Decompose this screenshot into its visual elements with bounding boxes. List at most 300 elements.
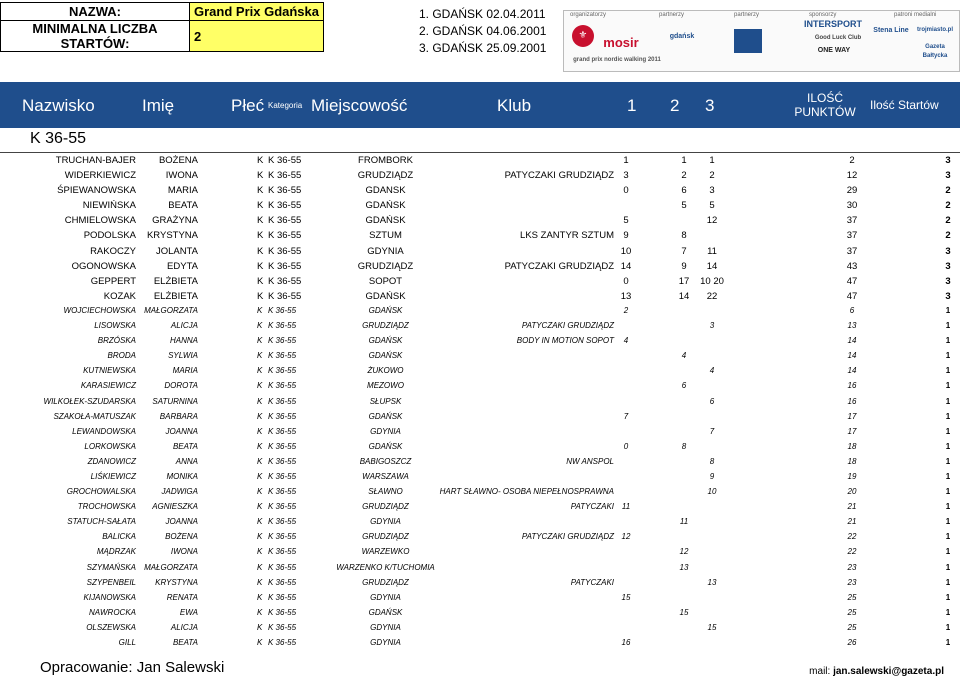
table-row: [0, 305, 960, 320]
sex-cell: K: [257, 245, 264, 257]
points-cell: 23: [847, 577, 857, 587]
surname-cell: SZYMAŃSKA: [86, 562, 136, 572]
first-name-cell: JADWIGA: [161, 487, 198, 497]
round-1-place-cell: 0: [623, 185, 629, 197]
sex-cell: K: [257, 381, 263, 391]
sex-cell: K: [257, 638, 263, 647]
table-row: [0, 577, 960, 592]
col-sex: Płeć: [231, 96, 265, 115]
category-cell: K 36-55: [268, 215, 302, 227]
table-row: [0, 275, 960, 290]
category-cell: K 36-55: [268, 396, 297, 406]
starts-cell: 3: [945, 155, 951, 166]
category-cell: K 36-55: [268, 562, 297, 572]
starts-cell: 1: [945, 305, 951, 315]
starts-cell: 1: [945, 336, 951, 346]
category-cell: K 36-55: [268, 200, 302, 212]
sex-cell: K: [257, 170, 264, 182]
document-header: [0, 0, 960, 70]
round-3-place-cell: 3: [709, 185, 715, 197]
col-round-3: 3: [705, 96, 715, 115]
starts-cell: 2: [945, 200, 951, 212]
starts-cell: 1: [945, 381, 951, 391]
points-cell: 43: [846, 260, 858, 272]
category-cell: K 36-55: [268, 366, 297, 376]
sex-cell: K: [257, 200, 264, 212]
column-header-band: [0, 82, 960, 128]
sex-cell: K: [257, 456, 263, 466]
starts-cell: 1: [945, 471, 951, 481]
round-3-place-cell: 14: [706, 260, 718, 272]
first-name-cell: IWONA: [165, 170, 198, 182]
round-2-place-cell: 11: [679, 517, 689, 527]
surname-cell: BRZÓSKA: [97, 336, 136, 346]
round-1-place-cell: 3: [623, 170, 629, 182]
surname-cell: TRUCHAN-BAJER: [55, 155, 136, 166]
first-name-cell: ALICJA: [170, 321, 198, 331]
first-name-cell: AGNIESZKA: [152, 502, 198, 512]
points-cell: 37: [846, 245, 858, 257]
sex-cell: K: [257, 155, 264, 166]
first-name-cell: IWONA: [170, 547, 198, 557]
category-cell: K 36-55: [268, 607, 297, 617]
starts-cell: 3: [945, 245, 951, 257]
starts-cell: 1: [945, 441, 951, 451]
points-cell: 22: [847, 547, 857, 557]
round-2-place-cell: 6: [681, 185, 687, 197]
sponsor-label-partners-1: partnerzy: [659, 12, 685, 18]
table-row: [0, 592, 960, 607]
first-name-cell: BOŻENA: [158, 155, 198, 166]
starts-cell: 1: [945, 547, 951, 557]
club-cell: PATYCZAKI GRUDZIĄDZ: [521, 321, 614, 331]
table-row: [0, 441, 960, 456]
starts-cell: 3: [945, 260, 951, 272]
round-2-place-cell: 17: [678, 275, 690, 287]
trojmiasto-logo: trojmiasto.pl: [916, 27, 953, 33]
town-cell: GDAŃSK: [365, 290, 406, 302]
points-cell: 12: [846, 170, 858, 182]
sex-cell: K: [257, 351, 263, 361]
event-dates: [419, 6, 546, 57]
category-cell: K 36-55: [268, 577, 297, 587]
town-cell: GDAŃSK: [368, 305, 403, 315]
email-label: mail:: [809, 666, 831, 677]
surname-cell: GEPPERT: [90, 275, 136, 287]
surname-cell: BALICKA: [102, 532, 136, 542]
club-cell: PATYCZAKI GRUDZIĄDZ: [504, 170, 614, 182]
gazeta-baltycka-logo: Gazeta Bałtycka: [922, 44, 948, 59]
table-row: [0, 411, 960, 426]
sex-cell: K: [257, 305, 263, 315]
round-2-place-cell: 4: [681, 351, 687, 361]
points-cell: 16: [847, 381, 857, 391]
nazwa-label: NAZWA:: [1, 3, 190, 21]
sponsor-banner: [563, 10, 960, 72]
category-cell: K 36-55: [268, 592, 297, 602]
first-name-cell: BARBARA: [159, 411, 198, 421]
town-cell: GDYNIA: [370, 592, 401, 602]
town-cell: WARZEWKO: [361, 547, 410, 557]
club-cell: PATYCZAKI GRUDZIĄDZ: [504, 260, 614, 272]
category-cell: K 36-55: [268, 170, 302, 182]
table-row: [0, 184, 960, 199]
sex-cell: K: [257, 321, 263, 331]
sex-cell: K: [257, 215, 264, 227]
round-2-place-cell: 5: [681, 200, 687, 212]
starts-cell: 1: [945, 562, 951, 572]
round-1-place-cell: 15: [621, 592, 631, 602]
table-row: [0, 350, 960, 365]
starts-cell: 1: [945, 532, 951, 542]
town-cell: GDAŃSK: [368, 336, 403, 346]
round-1-place-cell: 13: [620, 290, 632, 302]
round-3-place-cell: 11: [707, 245, 717, 257]
round-3-place-cell: 4: [709, 366, 715, 376]
club-cell: NW ANSPOL: [566, 456, 614, 466]
surname-cell: GROCHOWALSKA: [66, 487, 136, 497]
surname-cell: BRODA: [107, 351, 136, 361]
table-row: [0, 214, 960, 229]
starts-cell: 3: [945, 170, 951, 182]
surname-cell: KIJANOWSKA: [83, 592, 136, 602]
points-cell: 21: [847, 517, 857, 527]
first-name-cell: MAŁGORZATA: [144, 562, 198, 572]
round-2-place-cell: 8: [681, 441, 687, 451]
round-2-place-cell: 2: [681, 170, 687, 182]
meta-table: [0, 2, 324, 52]
col-name: Imię: [142, 96, 175, 115]
table-row: [0, 531, 960, 546]
round-3-place-cell: 1: [709, 155, 715, 166]
category-cell: K 36-55: [268, 638, 297, 647]
surname-cell: WIDERKIEWICZ: [64, 170, 136, 182]
first-name-cell: MAŁGORZATA: [144, 305, 198, 315]
town-cell: GRUDZIĄDZ: [357, 170, 414, 182]
town-cell: GRUDZIĄDZ: [362, 577, 409, 587]
table-row: [0, 562, 960, 577]
first-name-cell: SYLWIA: [168, 351, 198, 361]
table-row: [0, 486, 960, 501]
club-cell: PATYCZAKI: [570, 577, 614, 587]
table-row: [0, 622, 960, 637]
round-3-place-cell: 9: [709, 471, 715, 481]
starts-cell: 1: [945, 426, 951, 436]
first-name-cell: ANNA: [175, 456, 198, 466]
table-row: [0, 607, 960, 622]
first-name-cell: ALICJA: [170, 622, 198, 632]
first-name-cell: HANNA: [169, 336, 198, 346]
sex-cell: K: [257, 577, 263, 587]
sex-cell: K: [257, 562, 263, 572]
points-cell: 14: [847, 366, 857, 376]
grand-prix-logo: grand prix nordic walking 2011: [573, 57, 661, 63]
sponsor-label-partners-2: partnerzy: [734, 12, 760, 18]
round-2-place-cell: 1: [681, 155, 687, 166]
category-cell: K 36-55: [268, 290, 302, 302]
surname-cell: LORKOWSKA: [84, 441, 136, 451]
surname-cell: SZYPENBEIL: [86, 577, 136, 587]
first-name-cell: BEATA: [168, 200, 198, 212]
surname-cell: GILL: [118, 638, 136, 647]
first-name-cell: JOANNA: [165, 517, 198, 527]
points-cell: 22: [847, 532, 857, 542]
category-cell: K 36-55: [268, 487, 297, 497]
town-cell: GDYNIA: [367, 245, 404, 257]
first-name-cell: SATURNINA: [152, 396, 198, 406]
sponsor-label-organizers: organizatorzy: [570, 12, 607, 18]
starts-cell: 1: [945, 577, 951, 587]
sex-cell: K: [257, 230, 264, 242]
surname-cell: LEWANDOWSKA: [72, 426, 136, 436]
sex-cell: K: [257, 275, 264, 287]
round-2-place-cell: 12: [679, 547, 689, 557]
points-cell: 14: [847, 351, 857, 361]
town-cell: GDYNIA: [370, 622, 401, 632]
town-cell: GDAŃSK: [365, 215, 406, 227]
points-cell: 17: [847, 411, 857, 421]
club-cell: LKS ZANTYR SZTUM: [520, 230, 614, 242]
surname-cell: TROCHOWSKA: [77, 502, 136, 512]
table-row: [0, 546, 960, 561]
category-cell: K 36-55: [268, 381, 297, 391]
points-cell: 26: [847, 638, 857, 647]
round-1-place-cell: 1: [623, 155, 629, 166]
town-cell: GRUDZIĄDZ: [357, 260, 414, 272]
points-cell: 2: [849, 155, 855, 166]
sex-cell: K: [257, 487, 263, 497]
sex-cell: K: [257, 517, 263, 527]
club-cell: BODY IN MOTION SOPOT: [516, 336, 614, 346]
first-name-cell: JOLANTA: [155, 245, 198, 257]
club-cell: PATYCZAKI: [570, 502, 614, 512]
starts-cell: 1: [945, 321, 951, 331]
table-row: [0, 229, 960, 244]
town-cell: GDAŃSK: [368, 607, 403, 617]
category-cell: K 36-55: [268, 260, 302, 272]
points-cell: 37: [846, 215, 858, 227]
category-cell: K 36-55: [268, 622, 297, 632]
surname-cell: ZDANOWICZ: [87, 456, 136, 466]
stena-line-logo: Stena Line: [873, 27, 909, 34]
first-name-cell: DOROTA: [164, 381, 198, 391]
table-row: [0, 380, 960, 395]
sex-cell: K: [257, 411, 263, 421]
surname-cell: LIŚKIEWICZ: [90, 471, 136, 481]
points-cell: 19: [847, 471, 857, 481]
min-starts-value: 2: [190, 21, 324, 52]
town-cell: GDAŃSK: [365, 200, 406, 212]
prepared-by: [40, 659, 224, 676]
table-row: [0, 320, 960, 335]
starts-cell: 1: [945, 411, 951, 421]
round-1-place-cell: 11: [621, 502, 631, 512]
table-row: [0, 199, 960, 214]
points-cell: 6: [849, 305, 855, 315]
points-cell: 20: [847, 487, 857, 497]
sponsor-label-media: patroni medialni: [894, 12, 937, 18]
sex-cell: K: [257, 547, 263, 557]
first-name-cell: MARIA: [172, 366, 198, 376]
first-name-cell: RENATA: [166, 592, 198, 602]
category-cell: K 36-55: [268, 426, 297, 436]
first-name-cell: MONIKA: [166, 471, 198, 481]
starts-cell: 1: [945, 351, 951, 361]
sex-cell: K: [257, 592, 263, 602]
surname-cell: MĄDRZAK: [96, 547, 136, 557]
round-1-place-cell: 0: [623, 275, 629, 287]
event-date-2: 2. GDAŃSK 04.06.2001: [419, 24, 547, 38]
first-name-cell: KRYSTYNA: [155, 577, 198, 587]
round-3-place-cell: 3: [709, 321, 715, 331]
table-row: [0, 471, 960, 486]
points-cell: 25: [847, 622, 857, 632]
sex-cell: K: [257, 471, 263, 481]
category-cell: K 36-55: [268, 155, 302, 166]
points-cell: 14: [847, 336, 857, 346]
round-2-place-cell: 8: [681, 230, 687, 242]
category-cell: K 36-55: [268, 456, 297, 466]
results-table: [0, 154, 960, 652]
category-cell: K 36-55: [268, 471, 297, 481]
sex-cell: K: [257, 260, 264, 272]
category-cell: K 36-55: [268, 532, 297, 542]
starts-cell: 1: [945, 622, 951, 632]
points-cell: 30: [846, 200, 858, 212]
starts-cell: 2: [945, 230, 951, 242]
col-surname: Nazwisko: [22, 96, 95, 115]
points-cell: 17: [847, 426, 857, 436]
town-cell: SŁUPSK: [369, 396, 402, 406]
first-name-cell: ELŻBIETA: [153, 275, 198, 287]
table-row: [0, 335, 960, 350]
round-2-place-cell: 13: [679, 562, 689, 572]
category-cell: K 36-55: [268, 230, 302, 242]
one-way-logo: ONE WAY: [817, 47, 851, 54]
category-cell: K 36-55: [268, 321, 297, 331]
category-cell: K 36-55: [268, 305, 297, 315]
table-row: [0, 516, 960, 531]
event-date-1: 1. GDAŃSK 02.04.2011: [419, 7, 546, 21]
points-cell: 47: [846, 275, 858, 287]
col-town: Miejscowość: [311, 96, 408, 115]
partner-emblem-icon: [734, 29, 762, 53]
first-name-cell: EDYTA: [167, 260, 198, 272]
good-luck-club-logo: Good Luck Club: [814, 35, 862, 41]
surname-cell: NIEWIŃSKA: [82, 200, 136, 212]
category-cell: K 36-55: [268, 336, 297, 346]
town-cell: GRUDZIĄDZ: [362, 532, 409, 542]
town-cell: GDAŃSK: [368, 351, 403, 361]
town-cell: GRUDZIĄDZ: [362, 502, 409, 512]
table-row: [0, 154, 960, 169]
category-cell: K 36-55: [268, 411, 297, 421]
sex-cell: K: [257, 290, 264, 302]
first-name-cell: KRYSTYNA: [146, 230, 198, 242]
starts-cell: 1: [945, 592, 951, 602]
club-cell: PATYCZAKI GRUDZIĄDZ: [521, 532, 614, 542]
surname-cell: STATUCH-SAŁATA: [67, 517, 136, 527]
sex-cell: K: [257, 607, 263, 617]
surname-cell: SZAKOŁA-MATUSZAK: [53, 411, 136, 421]
first-name-cell: JOANNA: [165, 426, 198, 436]
starts-cell: 2: [945, 215, 951, 227]
round-3-place-cell: 5: [709, 200, 715, 212]
email-value[interactable]: jan.salewski@gazeta.pl: [833, 666, 944, 677]
surname-cell: RAKOCZY: [90, 245, 136, 257]
category-cell: K 36-55: [268, 275, 302, 287]
surname-cell: PODOLSKA: [83, 230, 136, 242]
contact-email: [809, 666, 944, 677]
col-round-2: 2: [670, 96, 680, 115]
col-category: Kategoria: [268, 101, 303, 110]
town-cell: WARZENKO K/TUCHOMIA: [336, 562, 435, 572]
intersport-logo: INTERSPORT: [803, 19, 862, 29]
col-points: ILOŚĆ PUNKTÓW: [794, 91, 856, 119]
round-3-place-cell: 2: [709, 170, 715, 182]
starts-cell: 1: [945, 456, 951, 466]
round-3-place-cell: 12: [706, 215, 718, 227]
starts-cell: 3: [945, 290, 951, 302]
club-cell: HART SŁAWNO- OSOBA NIEPEŁNOSPRAWNA: [439, 487, 614, 497]
round-3-place-cell: 22: [706, 290, 718, 302]
first-name-cell: BEATA: [172, 441, 198, 451]
round-2-place-cell: 9: [681, 260, 687, 272]
surname-cell: KUTNIEWSKA: [83, 366, 136, 376]
sex-cell: K: [257, 441, 263, 451]
surname-cell: NAWROCKA: [89, 607, 136, 617]
starts-cell: 1: [945, 366, 951, 376]
round-3-place-cell: 15: [707, 622, 717, 632]
town-cell: GDANSK: [365, 185, 406, 197]
first-name-cell: ELŻBIETA: [153, 290, 198, 302]
table-row: [0, 426, 960, 441]
gdansk-logo: gdańsk: [669, 33, 695, 40]
starts-cell: 1: [945, 487, 951, 497]
category-cell: K 36-55: [268, 547, 297, 557]
table-row: [0, 637, 960, 652]
starts-cell: 3: [945, 275, 951, 287]
town-cell: SŁAWNO: [368, 487, 403, 497]
surname-cell: LISOWSKA: [94, 321, 136, 331]
category-cell: K 36-55: [268, 351, 297, 361]
sex-cell: K: [257, 502, 263, 512]
starts-cell: 1: [945, 396, 951, 406]
category-cell: K 36-55: [268, 245, 302, 257]
sex-cell: K: [257, 396, 263, 406]
round-2-place-cell: 14: [678, 290, 690, 302]
col-starts: Ilość Startów: [870, 98, 939, 112]
surname-cell: ŚPIEWANOWSKA: [57, 185, 136, 197]
surname-cell: KARASIEWICZ: [80, 381, 136, 391]
divider: [0, 152, 960, 153]
min-starts-label: MINIMALNA LICZBA STARTÓW:: [1, 21, 190, 52]
col-round-1: 1: [627, 96, 637, 115]
points-cell: 18: [847, 456, 857, 466]
sex-cell: K: [257, 366, 263, 376]
round-3-place-cell: 13: [707, 577, 717, 587]
category-cell: K 36-55: [268, 517, 297, 527]
town-cell: GDAŃSK: [368, 441, 403, 451]
first-name-cell: EWA: [179, 607, 198, 617]
category-cell: K 36-55: [268, 502, 297, 512]
sex-cell: K: [257, 532, 263, 542]
mosir-logo: mosir: [603, 35, 639, 50]
points-cell: 25: [847, 607, 857, 617]
surname-cell: CHMIELOWSKA: [64, 215, 136, 227]
points-cell: 47: [846, 290, 858, 302]
table-row: [0, 169, 960, 184]
